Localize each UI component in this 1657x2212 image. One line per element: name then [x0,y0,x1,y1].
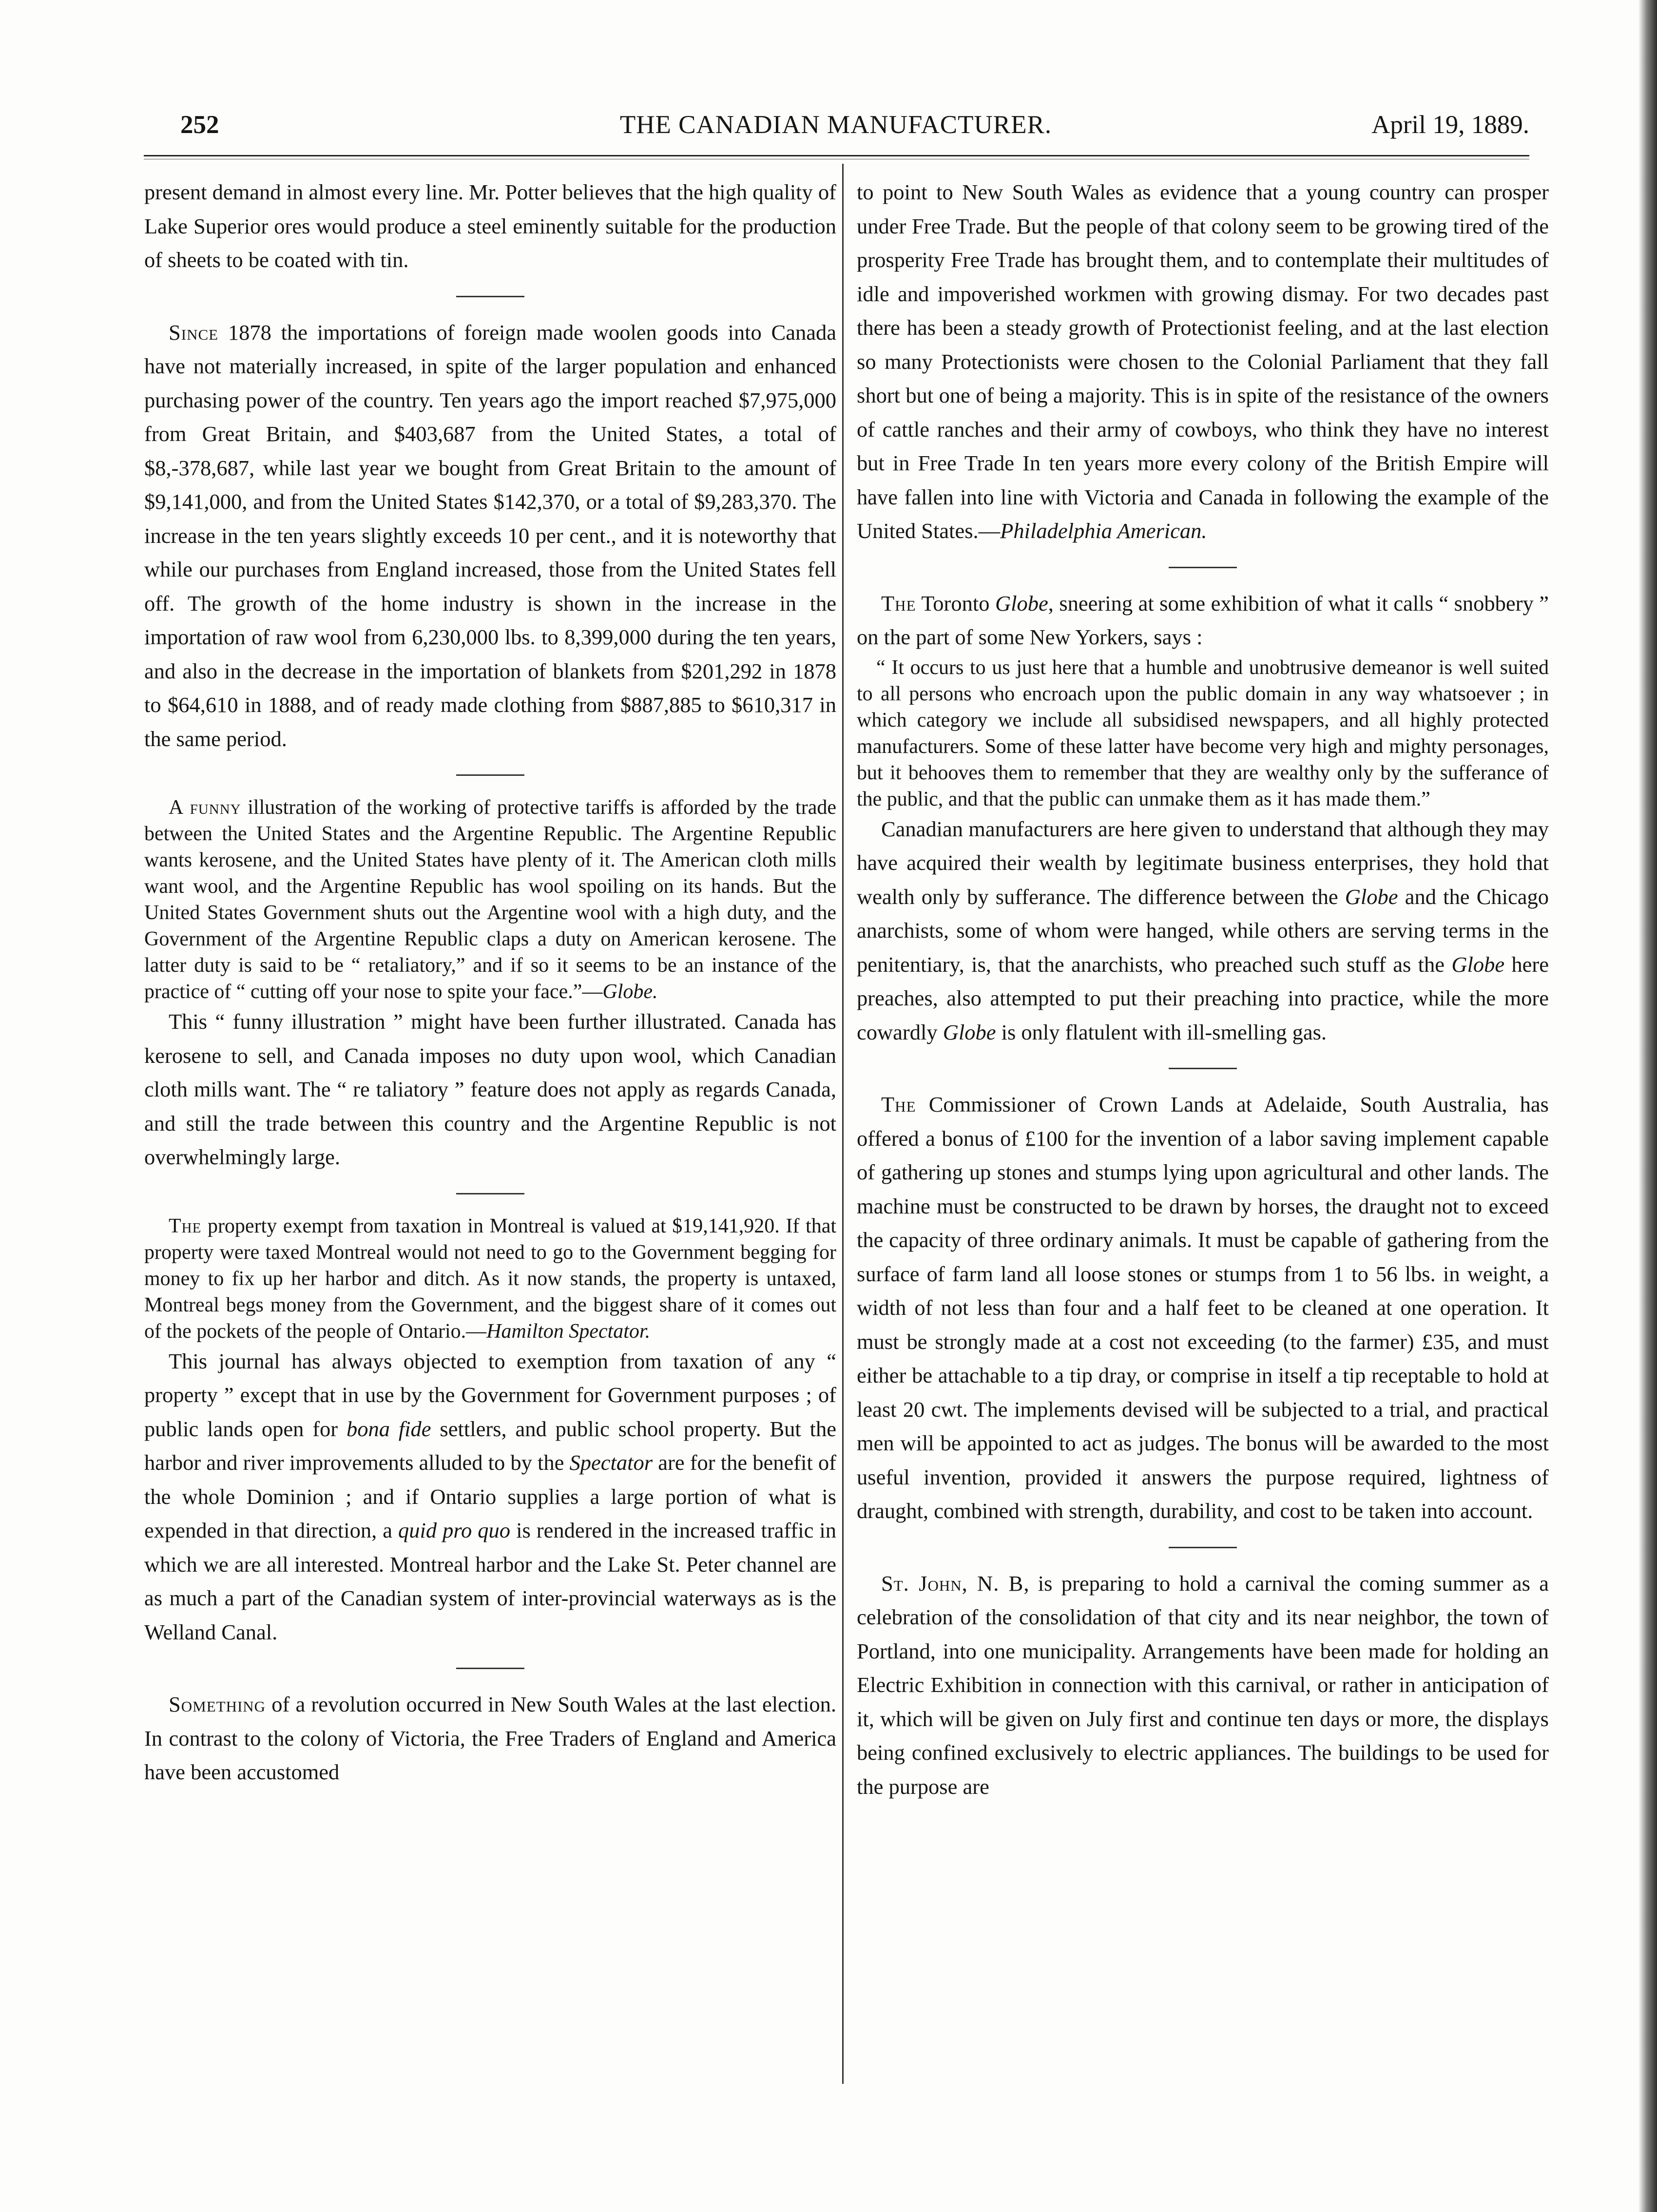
source-citation: Philadelphia American. [1000,519,1207,543]
article-body: to point to New South Wales as evidence that a young country can prosper under Free Trade. But the people of that colony seem to be growing tired of the prosperity Free Trade has brought them, and to contemplate their multitudes of idle and impoverished workmen with growing dismay. For two decades past there has been a steady growth of Protectionist feeling, and at the last election so many Protectionists were chosen to the Colonial Parliament that they fall short but one of being a majority. This is in spite of the resistance of the owners of cattle ranches and their army of cowboys, who think they have no interest but in Free Trade In ten years more every colony of the British Empire will have fallen into line with Victoria and Canada in following the example of the United States.— [857,180,1549,543]
text-run: Canadian manufacturers are here given to understand that although they may have acquired their wealth by legitimate business enterprises, they hold that wealth only by sufferance. The difference between the [857,816,1549,909]
page-header [142,105,1529,144]
article-body: , is preparing to hold a carnival the coming summer as a celebration of the consolidation of that city and its near neighbor, the town of Portland, into one municipality. Arrangements have been made for holding an Electric Exhibition in connection with this carnival, or rather in anticipation of it, which will be given on July first and continue ten days or more, the displays being confined exclusively to electric appliances. The buildings to be used for the purpose are [857,1571,1549,1799]
article-separator [1169,1547,1237,1548]
article-montreal-exemption [144,1213,836,1345]
text-run: Toronto [916,591,995,616]
article-body: 1878 the importations of foreign made woolen goods into Canada have not materially increased, in spite of the larger population and enhanced purchasing power of the country. Ten years ago the import reached $7,975,000 from Great Britain, and $403,687 from the United States, a total of $8,-378,687, while last year we bought from Great Britain to the amount of $9,141,000, and from the United States $142,370, or a total of $9,283,370. The increase in the ten years slightly exceeds 10 per cent., and it is noteworthy that while our purchases from England increased, those from the United States fell off. The growth of the home industry is shown in the increase in the importation of raw wool from 6,230,000 lbs. to 8,399,000 during the ten years, and also in the decrease in the importation of blankets from $201,292 in 1878 to $64,610 in 1888, and of ready made clothing from $887,885 to $610,317 in the same period. [144,320,836,751]
source-citation: Globe. [602,981,658,1003]
text-run: settlers, and public school property. But the harbor and river improvements alluded to by the [144,1416,837,1475]
article-body: of a revolution occurred in New South Wales at the last election. In contrast to the colony of Victoria, the Free Traders of England and America have been accustomed [144,1692,836,1784]
lead-word: The [881,1092,916,1116]
text-run: and the Chicago anarchists, some of whom were hanged, while others are serving terms in the penitentiary, is, that the anarchists, who preached such stuff as the [857,884,1549,977]
article-separator [456,1193,524,1194]
header-rule [144,155,1529,156]
globe-quotation: “ It occurs to us just here that a humble and unobtrusive demeanor is well suited to all persons who encroach upon the public domain in any way whatsoever ; in which category we include all subsidised newspapers, and all highly protected manufacturers. Some of these latter have become very high and mighty personages, but it behooves them to remember that they are wealthy only by the sufferance of the public, and that the public can unmake them as it has made them.” [857,656,1549,810]
text-run: This journal has always objected to exemption from taxation of any “ property ” except that in use by the Government for Government purposes ; of public lands open for [144,1348,836,1441]
article-toronto-globe [857,587,1549,654]
column-divider [842,164,844,2084]
italic-run: quid pro quo [398,1518,511,1542]
text-run: here preaches, also attempted to put their preaching into practice, while the more cowardly [857,952,1549,1044]
italic-run: Globe [1451,952,1505,977]
article-potter-continued: present demand in almost every line. Mr. Potter believes that the high quality of Lake Superior ores would produce a steel eminently suitable for the production of sheets to be coated with tin. [144,180,836,272]
lead-word: Something [169,1692,266,1716]
article-separator [456,1668,524,1669]
journal-title: THE CANADIAN MANUFACTURER. [619,111,1052,139]
lead-word: St. John, N. B [881,1571,1024,1596]
text-run: are for the benefit of the whole Dominion ; and if Ontario supplies a large portion of what is expended in that direction, a [144,1450,836,1542]
article-new-south-wales [144,1688,836,1789]
italic-run: Globe [1345,884,1398,909]
text-run: , sneering at some exhibition of what it calls “ snobbery ” on the part of some New Yorkers, says : [857,591,1549,649]
article-globe-reply [857,812,1549,1050]
page-number: 252 [180,111,219,139]
article-funny-illustration [144,794,836,1005]
article-separator [1169,1068,1237,1069]
scan-edge-shadow [1638,0,1657,2212]
article-woolen-imports [144,316,836,756]
article-body: Commissioner of Crown Lands at Adelaide, South Australia, has offered a bonus of £100 for the invention of a labor saving implement capable of gathering up stones and stumps lying upon agricultural and other lands. The machine must be constructed to be drawn by horses, the draught not to exceed the capacity of three ordinary animals. It must be capable of gathering from the surface of farm land all loose stones or stumps from 1 to 56 lbs. in weight, a width of not less than four and a half feet to be cleaned at one operation. It must be strongly made at a cost not exceeding (to the farmer) £35, and must either be attachable to a tip dray, or comprise in itself a tip receptable to hold at least 20 cwt. The implements devised will be subjected to a trial, and practical men will be appointed to act as judges. The bonus will be awarded to the most useful invention, provided it answers the purpose required, lightness of draught, combined with strength, durability, and cost to be taken into account. [857,1092,1549,1523]
text-run: is rendered in the increased traffic in which we are all interested. Montreal harbor and the Lake St. Peter channel are as much a part of the Canadian system of inter-provincial waterways as is the Welland Canal. [144,1518,836,1644]
lead-word: A funny [169,796,241,819]
lead-word: Since [169,320,219,345]
italic-run: Globe [943,1019,996,1044]
text-run: is only flatulent with ill-smelling gas. [996,1019,1327,1044]
lead-word: The [881,591,916,616]
article-funny-illustration-reply: This “ funny illustration ” might have been further illustrated. Canada has kerosene to sell, and Canada imposes no duty upon wool, which Canadian cloth mills want. The “ re taliatory ” feature does not apply as regards Canada, and still the trade between this country and the Argentine Republic is not overwhelmingly large. [144,1009,836,1169]
article-separator [1169,567,1237,568]
article-body: illustration of the working of protective tariffs is afforded by the trade between the United States and the Argentine Republic. The Argentine Republic wants kerosene, and the United States have plenty of it. The American cloth mills want wool, and the Argentine Republic has wool spoiling on its hands. But the United States Government shuts out the Argentine wool with a high duty, and the Government of the Argentine Republic claps a duty on American kerosene. The latter duty is said to be “ retaliatory,” and if so it seems to be an instance of the practice of “ cutting off your nose to spite your face.”— [144,796,836,1003]
lead-word: The [169,1214,202,1237]
right-column [857,175,1549,1804]
article-montreal-exemption-reply [144,1345,836,1650]
article-separator [456,296,524,297]
italic-run: Spectator [569,1450,653,1475]
article-adelaide-bonus [857,1088,1549,1528]
left-column [144,175,836,1789]
issue-date: April 19, 1889. [1371,111,1529,139]
article-st-john-carnival [857,1567,1549,1804]
article-separator [456,774,524,776]
source-citation: Hamilton Spectator. [486,1320,651,1343]
italic-run: bona fide [346,1416,431,1441]
article-new-south-wales-continued [857,175,1549,548]
article-body: property exempt from taxation in Montreal is valued at $19,141,920. If that property were taxed Montreal would not need to go to the Government begging for money to fix up her harbor and ditch. As it now stands, the property is untaxed, Montreal begs money from the Government, and the biggest share of it comes out of the pockets of the people of Ontario.— [144,1214,836,1343]
italic-run: Globe [995,591,1048,616]
